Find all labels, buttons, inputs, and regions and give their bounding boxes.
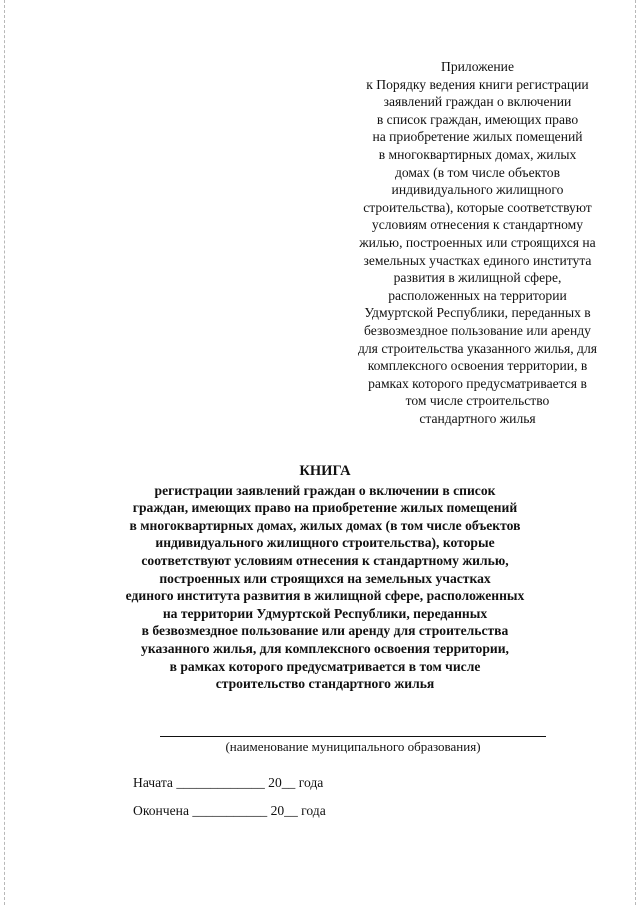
start-date-blank[interactable]: _____________: [176, 775, 265, 790]
book-subtitle-line: единого института развития в жилищной сфере, расположенных: [125, 588, 525, 604]
end-date-blank[interactable]: ___________: [192, 803, 268, 818]
start-date-label: Начата: [133, 775, 173, 790]
appendix-line: домах (в том числе объектов: [394, 164, 561, 180]
book-subtitle-line: построенных или строящихся на земельных участках: [159, 570, 491, 586]
appendix-line: земельных участках единого института: [363, 252, 592, 268]
book-subtitle-line: в рамках которого предусматривается в том числе: [169, 658, 481, 674]
appendix-line: стандартного жилья: [419, 410, 536, 426]
appendix-line: заявлений граждан о включении: [383, 94, 572, 110]
book-subtitle-line: индивидуального жилищного строительства), которые: [155, 535, 495, 551]
appendix-line: на приобретение жилых помещений: [372, 129, 583, 145]
appendix-line: в многоквартирных домах, жилых: [378, 146, 577, 162]
appendix-line: к Порядку ведения книги регистрации: [366, 76, 589, 92]
end-date-row: [133, 803, 326, 819]
appendix-line: для строительства указанного жилья, для: [357, 340, 598, 356]
appendix-line: безвозмездное пользование или аренду: [364, 322, 591, 338]
book-subtitle-line: указанного жилья, для комплексного освоения территории,: [141, 640, 509, 656]
appendix-line: расположенных на территории: [388, 287, 567, 303]
book-title-block: [110, 463, 540, 693]
start-date-row: [133, 775, 323, 791]
appendix-heading: Приложение: [441, 59, 514, 74]
end-date-year: 20__ года: [270, 803, 326, 818]
appendix-line: рамках которого предусматривается в: [368, 375, 587, 391]
appendix-line: комплексного освоения территории, в: [367, 358, 588, 374]
start-date-year: 20__ года: [268, 775, 324, 790]
appendix-line: условиям отнесения к стандартному: [371, 217, 584, 233]
municipality-name-field[interactable]: [160, 736, 546, 737]
appendix-line: Удмуртской Республики, переданных в: [364, 305, 591, 321]
book-subtitle-line: строительство стандартного жилья: [215, 676, 435, 692]
book-subtitle-line: в многоквартирных домах, жилых домах (в том числе объектов: [129, 517, 521, 533]
appendix-line: строительства), которые соответствуют: [363, 199, 592, 215]
appendix-line: жилью, построенных или строящихся на: [359, 234, 596, 250]
page-edge-left: [4, 0, 5, 905]
page-edge-right: [635, 0, 636, 905]
book-subtitle-line: регистрации заявлений граждан о включении в список: [154, 482, 496, 498]
municipality-caption: (наименование муниципального образования): [225, 739, 481, 754]
book-subtitle-line: соответствуют условиям отнесения к стандартному жилью,: [141, 552, 509, 568]
book-subtitle-line: в безвозмездное пользование или аренду для строительства: [141, 623, 509, 639]
appendix-line: том числе строительство: [405, 393, 550, 409]
appendix-block: [340, 58, 615, 427]
book-subtitle-line: граждан, имеющих право на приобретение жилых помещений: [132, 500, 518, 516]
appendix-line: в список граждан, имеющих право: [376, 111, 579, 127]
book-title: КНИГА: [299, 463, 351, 479]
end-date-label: Окончена: [133, 803, 189, 818]
appendix-line: развития в жилищной сфере,: [393, 270, 562, 286]
appendix-line: индивидуального жилищного: [391, 182, 564, 198]
book-subtitle-line: на территории Удмуртской Республики, переданных: [162, 605, 488, 621]
